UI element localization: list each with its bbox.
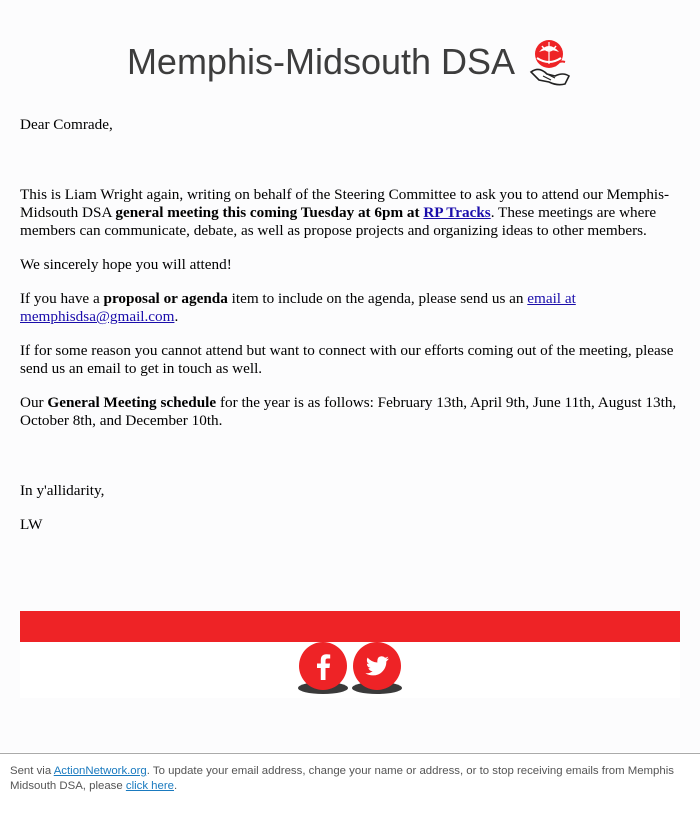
schedule-paragraph: Our General Meeting schedule for the year is as follows: February 13th, April 9th, June 11th, August 13th, October 8th, and December 10th. (20, 394, 677, 429)
signature: LW (20, 516, 43, 533)
email-header (0, 36, 700, 88)
org-title: Memphis-Midsouth DSA (126, 41, 516, 82)
greeting: Dear Comrade, (20, 116, 113, 133)
email-link[interactable]: email at memphisdsa@gmail.com (20, 290, 576, 325)
actionnetwork-link[interactable]: ActionNetwork.org (53, 765, 147, 777)
rose-handshake-logo-icon (525, 36, 573, 88)
hope-paragraph: We sincerely hope you will attend! (20, 256, 232, 273)
social-bar (20, 642, 680, 698)
twitter-icon[interactable] (351, 642, 403, 696)
signoff: In y'allidarity, (20, 482, 105, 499)
email-footer: Sent via ActionNetwork.org. To update your email address, change your name or address, or to stop receiving emails from Memphis Midsouth DSA, please click here. (10, 765, 674, 792)
click-here-link[interactable]: click here (125, 779, 174, 792)
connect-paragraph: If for some reason you cannot attend but want to connect with our efforts coming out of the meeting, please send us an email to get in touch as well. (20, 342, 674, 377)
rp-tracks-link[interactable]: RP Tracks (423, 204, 491, 221)
proposal-paragraph: If you have a proposal or agenda item to include on the agenda, please send us an email at memphisdsa@gmail.com. (20, 290, 576, 325)
footer-divider (0, 753, 700, 754)
email-body (20, 116, 680, 534)
red-divider-bar (20, 611, 680, 642)
intro-paragraph: This is Liam Wright again, writing on behalf of the Steering Committee to ask you to attend our Memphis-Midsouth DSA general meeting this coming Tuesday at 6pm at RP Tracks. These meetings are where members can communicate, debate, as well as propose projects and organizing ideas to other members. (20, 186, 670, 239)
facebook-icon[interactable] (297, 642, 349, 696)
